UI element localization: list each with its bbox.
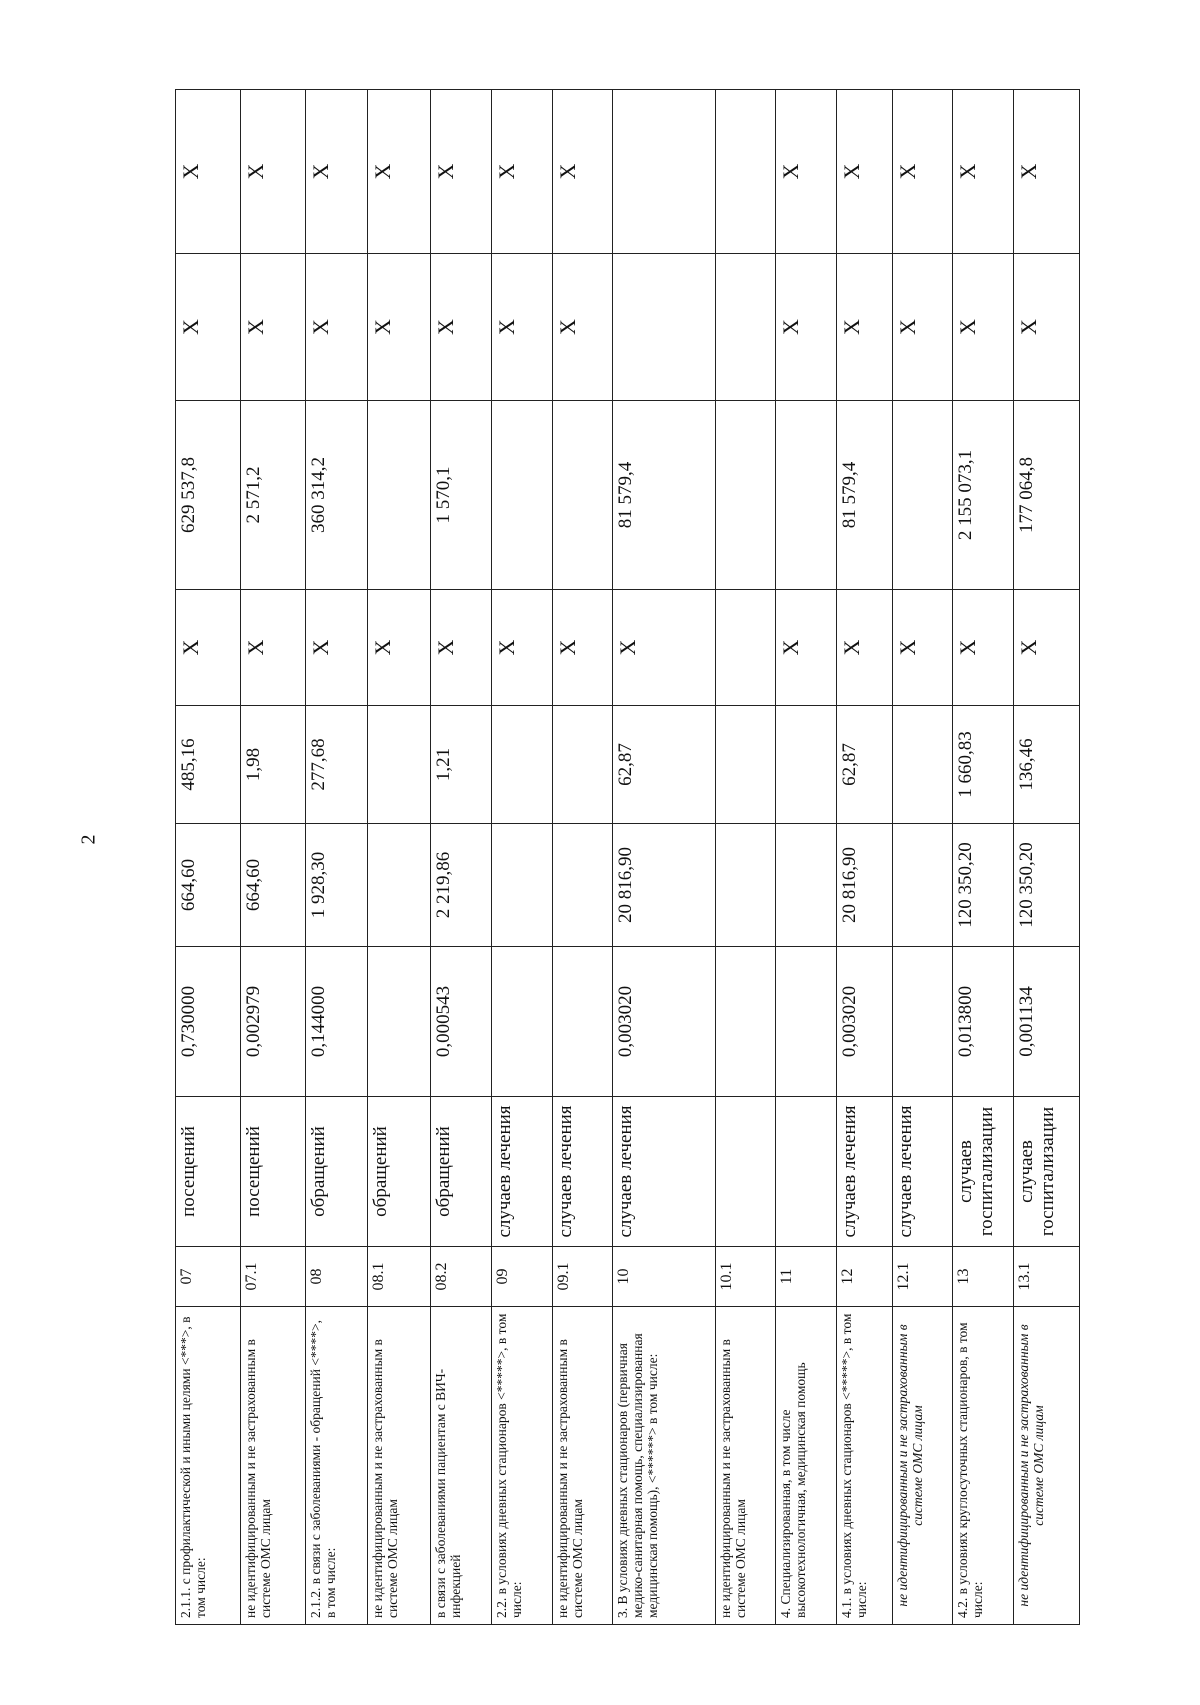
- table-row: [776, 90, 837, 1625]
- row-name: 4.1. в условиях дневных стационаров <*****>, в том числе:: [837, 1307, 892, 1625]
- row-col-x3: [715, 90, 776, 254]
- table-row: [1013, 90, 1079, 1625]
- row-norm: 0,001134: [1013, 947, 1079, 1097]
- table-row: [837, 90, 892, 1625]
- row-code: 07.1: [240, 1247, 305, 1307]
- table-row: [552, 90, 613, 1625]
- row-norm: [776, 947, 837, 1097]
- row-per-capita: [368, 706, 431, 824]
- row-norm: 0,000543: [431, 947, 492, 1097]
- row-norm: 0,002979: [240, 947, 305, 1097]
- row-per-capita: 277,68: [305, 706, 368, 824]
- row-col-x1: X: [176, 590, 241, 706]
- row-name: 4. Специализированная, в том числе высокотехнологичная, медицинская помощь: [776, 1307, 837, 1625]
- row-code: 10: [613, 1247, 716, 1307]
- row-name: 2.2. в условиях дневных стационаров <*****>, в том числе:: [491, 1307, 552, 1625]
- row-col-x2: X: [368, 254, 431, 401]
- row-code: 12: [837, 1247, 892, 1307]
- row-name: не идентифицированным и не застрахованным в системе ОМС лицам: [892, 1307, 953, 1625]
- row-norm: [892, 947, 953, 1097]
- row-cost: [552, 824, 613, 947]
- row-name: не идентифицированным и не застрахованным в системе ОМС лицам: [1013, 1307, 1079, 1625]
- row-total: 2 571,2: [240, 401, 305, 590]
- row-cost: 20 816,90: [837, 824, 892, 947]
- row-cost: 664,60: [176, 824, 241, 947]
- row-col-x2: X: [176, 254, 241, 401]
- row-cost: 1 928,30: [305, 824, 368, 947]
- row-unit: случаев лечения: [892, 1097, 953, 1247]
- row-name: 3. В условиях дневных стационаров (первичная медико-санитарная помощь, специализированная медицинская помощь), <******> в том числе:: [613, 1307, 716, 1625]
- row-unit: случаев госпитализации: [1013, 1097, 1079, 1247]
- row-col-x3: X: [240, 90, 305, 254]
- row-col-x1: X: [776, 590, 837, 706]
- row-cost: 2 219,86: [431, 824, 492, 947]
- row-per-capita: 62,87: [613, 706, 716, 824]
- row-col-x2: X: [305, 254, 368, 401]
- row-unit: случаев госпитализации: [953, 1097, 1014, 1247]
- row-col-x1: X: [1013, 590, 1079, 706]
- row-col-x1: [715, 590, 776, 706]
- row-code: 08.2: [431, 1247, 492, 1307]
- row-per-capita: 1 660,83: [953, 706, 1014, 824]
- row-cost: 20 816,90: [613, 824, 716, 947]
- table-row: [368, 90, 431, 1625]
- row-unit: случаев лечения: [552, 1097, 613, 1247]
- row-total: 81 579,4: [613, 401, 716, 590]
- row-norm: [552, 947, 613, 1097]
- row-col-x3: X: [305, 90, 368, 254]
- row-col-x2: X: [491, 254, 552, 401]
- table-row: [715, 90, 776, 1625]
- row-cost: [715, 824, 776, 947]
- row-col-x2: X: [1013, 254, 1079, 401]
- row-col-x3: X: [552, 90, 613, 254]
- row-norm: [491, 947, 552, 1097]
- row-total: [776, 401, 837, 590]
- row-unit: случаев лечения: [613, 1097, 716, 1247]
- row-unit: посещений: [240, 1097, 305, 1247]
- row-total: 1 570,1: [431, 401, 492, 590]
- table-body: [176, 90, 1080, 1625]
- table-row: [240, 90, 305, 1625]
- row-code: 08: [305, 1247, 368, 1307]
- row-norm: [715, 947, 776, 1097]
- row-col-x1: X: [240, 590, 305, 706]
- row-code: 12.1: [892, 1247, 953, 1307]
- row-col-x2: X: [552, 254, 613, 401]
- row-col-x1: X: [837, 590, 892, 706]
- row-code: 11: [776, 1247, 837, 1307]
- row-total: [368, 401, 431, 590]
- row-col-x2: [613, 254, 716, 401]
- row-code: 13: [953, 1247, 1014, 1307]
- row-norm: 0,144000: [305, 947, 368, 1097]
- row-per-capita: 136,46: [1013, 706, 1079, 824]
- row-name: 2.1.1. с профилактической и иными целями <***>, в том числе:: [176, 1307, 241, 1625]
- row-cost: [491, 824, 552, 947]
- row-col-x3: X: [892, 90, 953, 254]
- row-name: не идентифицированным и не застрахованным в системе ОМС лицам: [368, 1307, 431, 1625]
- row-per-capita: [776, 706, 837, 824]
- row-col-x3: X: [491, 90, 552, 254]
- row-col-x1: X: [491, 590, 552, 706]
- row-per-capita: 1,21: [431, 706, 492, 824]
- row-col-x3: X: [176, 90, 241, 254]
- row-name: не идентифицированным и не застрахованным в системе ОМС лицам: [715, 1307, 776, 1625]
- row-total: [552, 401, 613, 590]
- row-per-capita: [491, 706, 552, 824]
- row-col-x3: X: [776, 90, 837, 254]
- row-name: 2.1.2. в связи с заболеваниями - обращений <****>, в том числе:: [305, 1307, 368, 1625]
- row-name: не идентифицированным и не застрахованным в системе ОМС лицам: [552, 1307, 613, 1625]
- row-col-x2: X: [431, 254, 492, 401]
- row-total: 2 155 073,1: [953, 401, 1014, 590]
- row-cost: 120 350,20: [1013, 824, 1079, 947]
- row-total: [491, 401, 552, 590]
- row-total: 629 537,8: [176, 401, 241, 590]
- table-row: [953, 90, 1014, 1625]
- row-col-x3: X: [431, 90, 492, 254]
- row-per-capita: 62,87: [837, 706, 892, 824]
- row-unit: случаев лечения: [491, 1097, 552, 1247]
- row-per-capita: [715, 706, 776, 824]
- row-col-x2: X: [953, 254, 1014, 401]
- row-total: 81 579,4: [837, 401, 892, 590]
- row-unit: случаев лечения: [837, 1097, 892, 1247]
- row-col-x1: X: [613, 590, 716, 706]
- row-code: 09: [491, 1247, 552, 1307]
- row-col-x3: X: [1013, 90, 1079, 254]
- row-norm: 0,730000: [176, 947, 241, 1097]
- row-per-capita: 1,98: [240, 706, 305, 824]
- row-col-x1: X: [431, 590, 492, 706]
- row-unit: обращений: [431, 1097, 492, 1247]
- row-code: 13.1: [1013, 1247, 1079, 1307]
- row-col-x1: X: [953, 590, 1014, 706]
- row-cost: 120 350,20: [953, 824, 1014, 947]
- row-name: в связи с заболеваниями пациентам с ВИЧ-инфекцией: [431, 1307, 492, 1625]
- funding-table: [175, 89, 1080, 1625]
- row-per-capita: [892, 706, 953, 824]
- row-col-x1: X: [305, 590, 368, 706]
- row-col-x1: X: [368, 590, 431, 706]
- row-unit: посещений: [176, 1097, 241, 1247]
- row-norm: [368, 947, 431, 1097]
- row-norm: 0,003020: [613, 947, 716, 1097]
- table-row: [305, 90, 368, 1625]
- row-total: 177 064,8: [1013, 401, 1079, 590]
- row-col-x2: [715, 254, 776, 401]
- row-unit: обращений: [305, 1097, 368, 1247]
- row-norm: 0,003020: [837, 947, 892, 1097]
- row-cost: [776, 824, 837, 947]
- row-code: 08.1: [368, 1247, 431, 1307]
- row-col-x2: X: [240, 254, 305, 401]
- row-name: 4.2. в условиях круглосуточных стационаров, в том числе:: [953, 1307, 1014, 1625]
- row-norm: 0,013800: [953, 947, 1014, 1097]
- row-cost: 664,60: [240, 824, 305, 947]
- table-row: [176, 90, 241, 1625]
- row-total: 360 314,2: [305, 401, 368, 590]
- row-code: 09.1: [552, 1247, 613, 1307]
- row-col-x1: X: [552, 590, 613, 706]
- row-col-x3: X: [837, 90, 892, 254]
- row-unit: [776, 1097, 837, 1247]
- row-col-x2: X: [892, 254, 953, 401]
- row-per-capita: [552, 706, 613, 824]
- row-cost: [892, 824, 953, 947]
- table-row: [491, 90, 552, 1625]
- row-col-x2: X: [837, 254, 892, 401]
- row-col-x3: X: [953, 90, 1014, 254]
- row-code: 10.1: [715, 1247, 776, 1307]
- table-row: [613, 90, 716, 1625]
- table-row: [431, 90, 492, 1625]
- row-unit: [715, 1097, 776, 1247]
- row-total: [715, 401, 776, 590]
- row-col-x2: X: [776, 254, 837, 401]
- row-col-x1: X: [892, 590, 953, 706]
- rotated-table-wrapper: [175, 90, 1080, 1625]
- page-number: 2: [77, 834, 100, 845]
- row-cost: [368, 824, 431, 947]
- row-col-x3: X: [368, 90, 431, 254]
- row-code: 07: [176, 1247, 241, 1307]
- row-unit: обращений: [368, 1097, 431, 1247]
- row-col-x3: [613, 90, 716, 254]
- row-total: [892, 401, 953, 590]
- row-name: не идентифицированным и не застрахованным в системе ОМС лицам: [240, 1307, 305, 1625]
- table-row: [892, 90, 953, 1625]
- row-per-capita: 485,16: [176, 706, 241, 824]
